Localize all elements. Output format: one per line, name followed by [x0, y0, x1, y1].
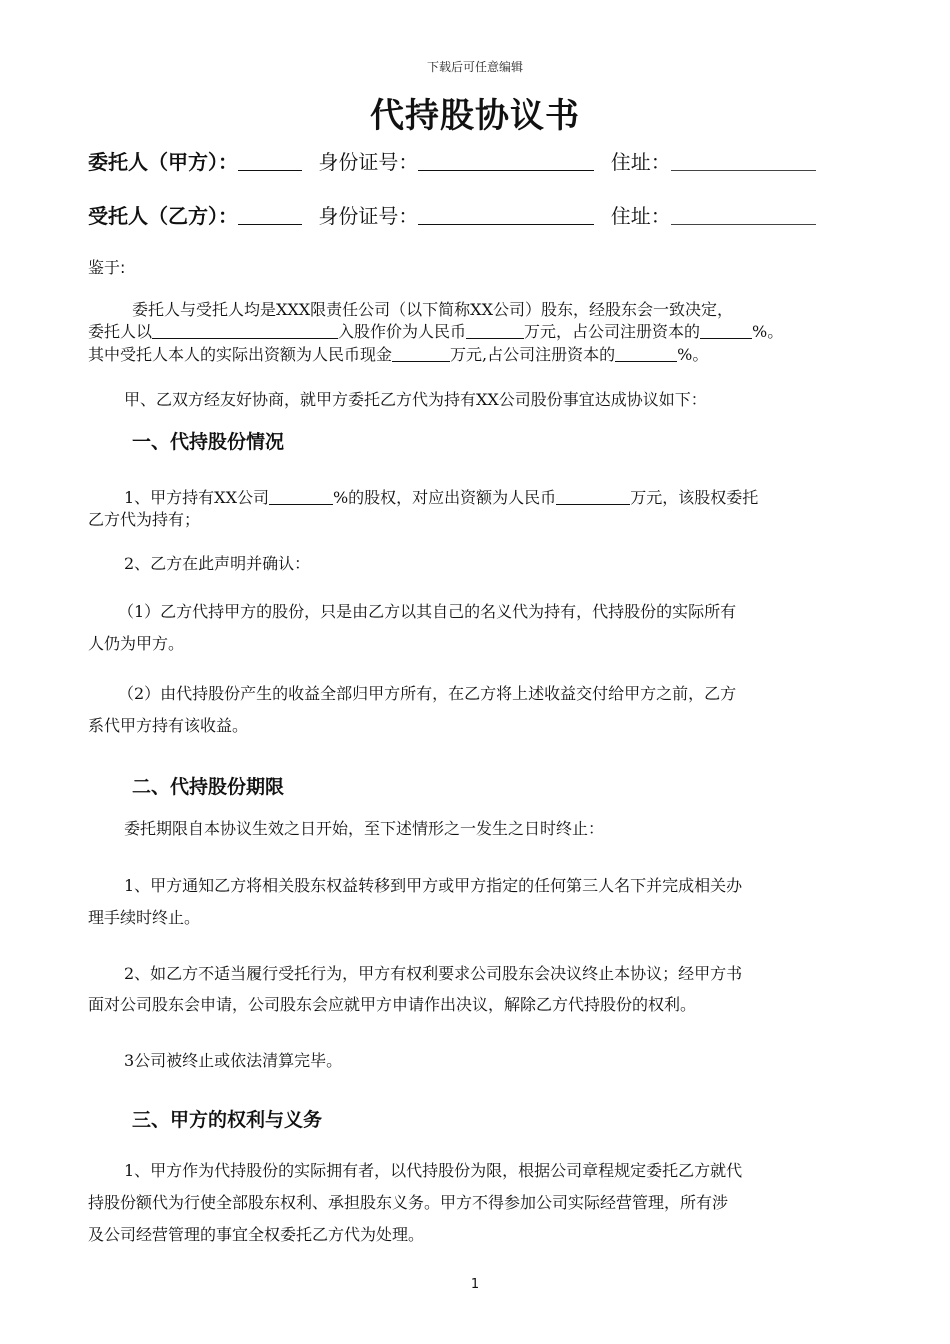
s2-p2-line2: 面对公司股东会申请，公司股东会应就甲方申请作出决议，解除乙方代持股份的权利。 [88, 995, 697, 1014]
whereas-label: 鉴于: [88, 258, 126, 277]
percent-blank [615, 346, 677, 362]
recital-text: 万元，占公司注册资本的 [524, 322, 701, 341]
amount-blank [556, 489, 630, 505]
section-1-heading: 一、代持股份情况 [132, 431, 285, 453]
cash-amount-blank [392, 346, 450, 362]
party-a-label: 委托人（甲方）： [88, 150, 238, 174]
contribution-blank [152, 323, 338, 339]
s1-p3-line1: （1）乙方代持甲方的股份，只是由乙方以其自己的名义代为持有，代持股份的实际所有 [118, 602, 737, 621]
intro-paragraph: 甲、乙双方经友好协商，就甲方委托乙方代为持有XX公司股份事宜达成协议如下： [124, 390, 707, 409]
party-a-id-label: 身份证号： [318, 150, 419, 174]
amount-blank [466, 323, 524, 339]
recital-text: %。 [677, 345, 709, 364]
party-b-name-blank [238, 206, 302, 225]
recital-text: 万元,占公司注册资本的 [450, 345, 616, 364]
s3-p1-line1: 1、甲方作为代持股份的实际拥有者，以代持股份为限，根据公司章程规定委托乙方就代 [124, 1161, 743, 1180]
party-b-label: 受托人（乙方）： [88, 204, 238, 228]
section-3-heading: 三、甲方的权利与义务 [132, 1109, 323, 1131]
header-note: 下载后可任意编辑 [426, 60, 523, 74]
party-b-addr-label: 住址： [610, 204, 671, 228]
s2-p0: 委托期限自本协议生效之日开始，至下述情形之一发生之日时终止： [124, 819, 605, 838]
recital-line-2 [88, 320, 863, 344]
s1-p1-line2: 乙方代为持有； [88, 510, 201, 529]
party-b-row [88, 200, 868, 229]
s2-p1-line2: 理手续时终止。 [88, 908, 201, 927]
s1-p1-line1 [88, 486, 863, 510]
party-b-addr-blank [671, 206, 816, 225]
s1-p3-line2: 人仍为甲方。 [88, 634, 185, 653]
recital-line-1: 委托人与受托人均是XXX限责任公司（以下简称XX公司）股东，经股东会一致决定， [132, 300, 733, 319]
percent-blank [700, 323, 752, 339]
recital-text: 委托人以 [88, 322, 153, 341]
page-number: 1 [470, 1277, 480, 1292]
paragraph-text: 1、甲方持有XX公司 [124, 488, 269, 507]
document-title: 代持股协议书 [370, 96, 580, 136]
s1-p4-line2: 系代甲方持有该收益。 [88, 716, 249, 735]
paragraph-text: %的股权，对应出资额为人民币 [332, 488, 557, 507]
paragraph-text: 万元，该股权委托 [630, 488, 759, 507]
recital-line-3 [88, 343, 863, 367]
party-a-addr-label: 住址： [610, 150, 671, 174]
recital-text: 其中受托人本人的实际出资额为人民币现金 [88, 345, 393, 364]
s2-p2-line1: 2、如乙方不适当履行受托行为，甲方有权利要求公司股东会决议终止本协议；经甲方书 [124, 964, 743, 983]
section-2-heading: 二、代持股份期限 [132, 776, 285, 798]
s3-p1-line3: 及公司经营管理的事宜全权委托乙方代为处理。 [88, 1225, 425, 1244]
party-b-id-blank [418, 206, 594, 225]
party-a-name-blank [238, 152, 302, 171]
recital-text: 入股作价为人民币 [338, 322, 467, 341]
s1-p4-line1: （2）由代持股份产生的收益全部归甲方所有，在乙方将上述收益交付给甲方之前，乙方 [118, 684, 737, 703]
party-b-id-label: 身份证号： [318, 204, 419, 228]
percent-blank [269, 489, 333, 505]
s2-p1-line1: 1、甲方通知乙方将相关股东权益转移到甲方或甲方指定的任何第三人名下并完成相关办 [124, 876, 743, 895]
s2-p3: 3公司被终止或依法清算完毕。 [124, 1051, 343, 1070]
recital-text: %。 [752, 322, 784, 341]
party-a-row [88, 146, 868, 175]
s3-p1-line2: 持股份额代为行使全部股东权利、承担股东义务。甲方不得参加公司实际经营管理，所有涉 [88, 1193, 729, 1212]
s1-p2: 2、乙方在此声明并确认： [124, 554, 311, 573]
party-a-id-blank [418, 152, 594, 171]
party-a-addr-blank [671, 152, 816, 171]
